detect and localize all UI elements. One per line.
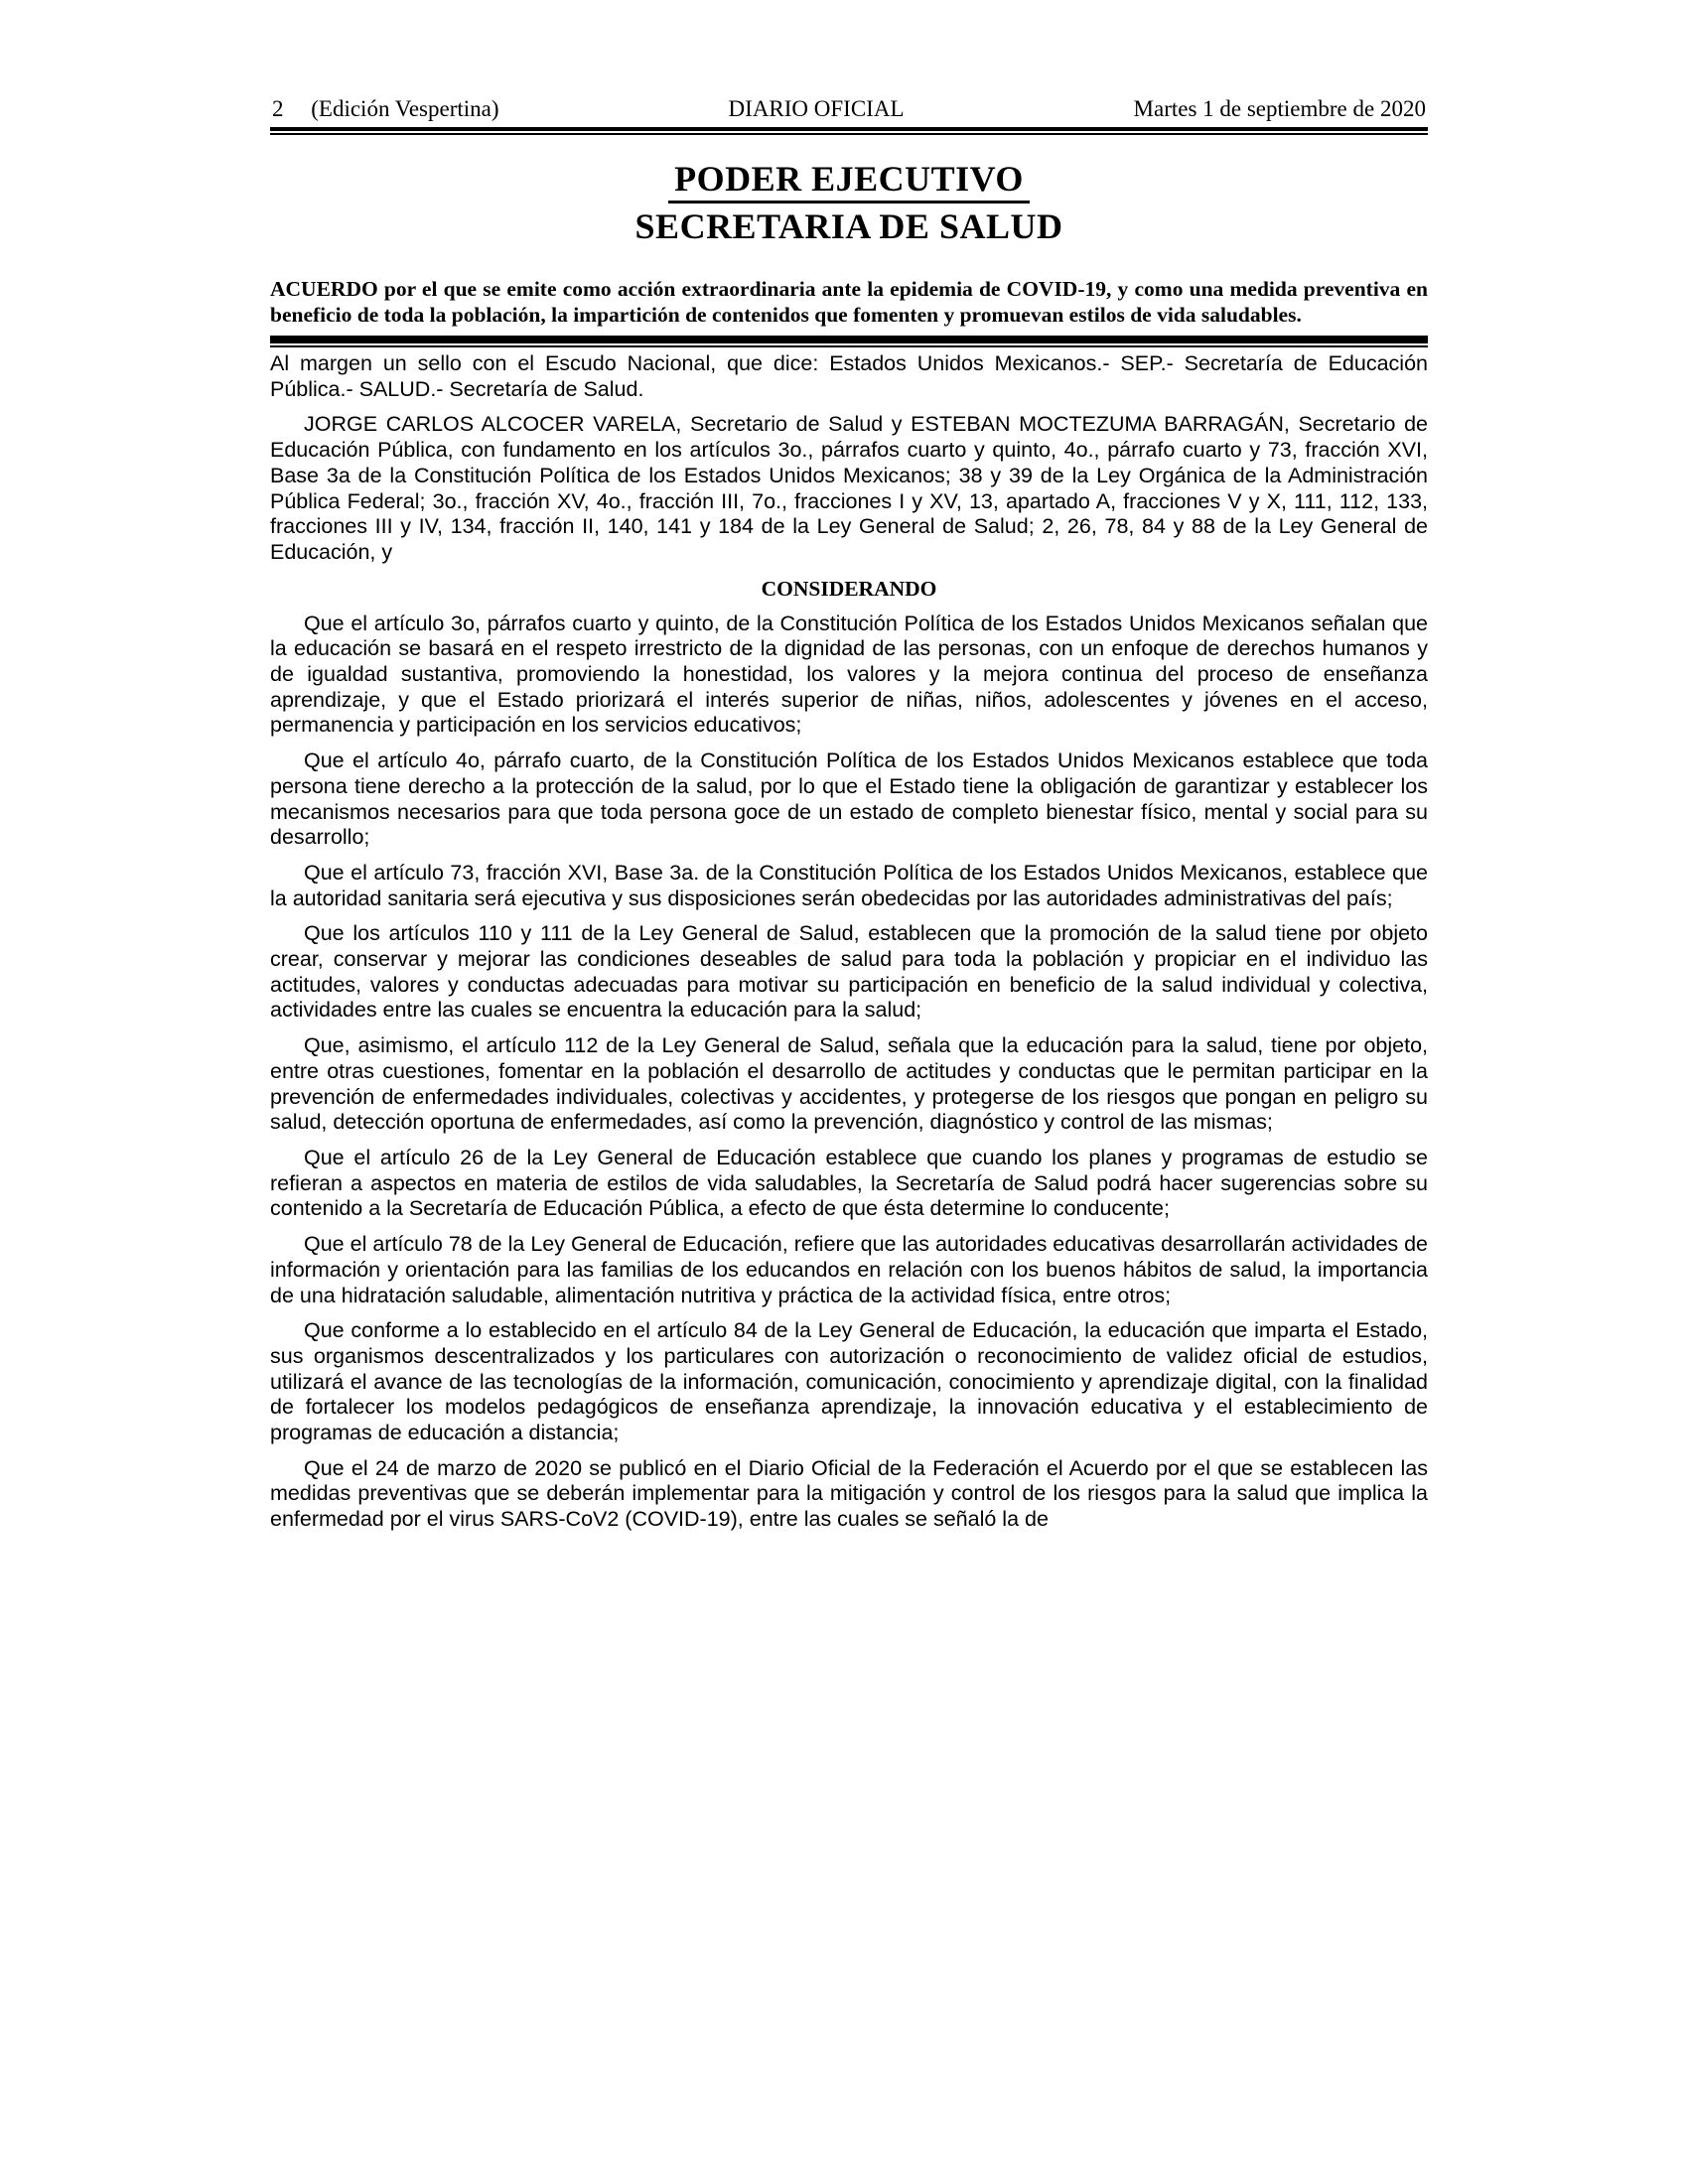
publication-date: Martes 1 de septiembre de 2020	[1133, 96, 1426, 121]
margin-note: Al margen un sello con el Escudo Nacional, que dice: Estados Unidos Mexicanos.- SEP.- Secretaría de Educación Pública.- SALUD.- Secretaría de Salud.	[270, 351, 1428, 401]
branch-title: PODER EJECUTIVO	[668, 159, 1030, 204]
document-page	[270, 95, 1428, 1543]
title-block	[270, 159, 1428, 246]
running-head	[270, 95, 1428, 123]
ministry-title: SECRETARIA DE SALUD	[634, 206, 1063, 246]
section-heading-considerando: CONSIDERANDO	[761, 576, 937, 601]
considerando-paragraph: Que el artículo 73, fracción XVI, Base 3a. de la Constitución Política de los Estados Unidos Mexicanos, establece que la autoridad sanitaria será ejecutiva y sus disposiciones serán obedecidas por las autoridades administrativas del país;	[270, 860, 1428, 910]
publication-name: DIARIO OFICIAL	[728, 96, 905, 121]
preamble-paragraph: JORGE CARLOS ALCOCER VARELA, Secretario de Salud y ESTEBAN MOCTEZUMA BARRAGÁN, Secretario de Educación Pública, con fundamento en los artículos 3o., párrafos cuarto y quinto, 4o., párrafo cuarto y 73, fracción XVI, Base 3a de la Constitución Política de los Estados Unidos Mexicanos; 38 y 39 de la Ley Orgánica de la Administración Pública Federal; 3o., fracción XV, 4o., fracción III, 7o., fracciones I y XV, 13, apartado A, fracciones V y X, 111, 112, 133, fracciones III y IV, 134, fracción II, 140, 141 y 184 de la Ley General de Salud; 2, 26, 78, 84 y 88 de la Ley General de Educación, y	[270, 412, 1428, 564]
decree-title: ACUERDO por el que se emite como acción extraordinaria ante la epidemia de COVID-19, y como una medida preventiva en beneficio de toda la población, la impartición de contenidos que fomenten y promuevan estilos de vida saludables.	[270, 277, 1428, 327]
considerando-paragraph: Que el 24 de marzo de 2020 se publicó en el Diario Oficial de la Federación el Acuerdo por el que se establecen las medidas preventivas que se deberán implementar para la mitigación y control de los riesgos para la salud que implica la enfermedad por el virus SARS-CoV2 (COVID-19), entre las cuales se señaló la de	[270, 1455, 1428, 1532]
document-body	[270, 351, 1428, 1533]
considerando-paragraph: Que, asimismo, el artículo 112 de la Ley General de Salud, señala que la educación para la salud, tiene por objeto, entre otras cuestiones, fomentar en la población el desarrollo de actitudes y conductas que le permitan participar en la prevención de enfermedades individuales, colectivas y accidentes, y protegerse de los riesgos que pongan en peligro su salud, detección oportuna de enfermedades, así como la prevención, diagnóstico y control de las mismas;	[270, 1033, 1428, 1135]
considerando-paragraph: Que el artículo 78 de la Ley General de Educación, refiere que las autoridades educativas desarrollarán actividades de información y orientación para las familias de los educandos en relación con los buenos hábitos de salud, la importancia de una hidratación saludable, alimentación nutritiva y práctica de la actividad física, entre otros;	[270, 1232, 1428, 1307]
decree-title-rule	[270, 336, 1428, 347]
considerando-paragraph: Que el artículo 3o, párrafos cuarto y quinto, de la Constitución Política de los Estados Unidos Mexicanos señalan que la educación se basará en el respeto irrestricto de la dignidad de las personas, con un enfoque de derechos humanos y de igualdad sustantiva, promoviendo la honestidad, los valores y la mejora continua del proceso de enseñanza aprendizaje, y que el Estado priorizará el interés superior de niñas, niños, adolescentes y jóvenes en el acceso, permanencia y participación en los servicios educativos;	[270, 611, 1428, 738]
header-double-rule	[270, 127, 1428, 135]
considerando-paragraph: Que el artículo 26 de la Ley General de Educación establece que cuando los planes y programas de estudio se refieran a aspectos en materia de estilos de vida saludables, la Secretaría de Salud podrá hacer sugerencias sobre su contenido a la Secretaría de Educación Pública, a efecto de que ésta determine lo conducente;	[270, 1145, 1428, 1221]
considerando-paragraph: Que los artículos 110 y 111 de la Ley General de Salud, establecen que la promoción de la salud tiene por objeto crear, conservar y mejorar las condiciones deseables de salud para toda la población y propiciar en el individuo las actitudes, valores y conductas adecuadas para motivar su participación en beneficio de la salud individual y colectiva, actividades entre las cuales se encuentra la educación para la salud;	[270, 921, 1428, 1023]
considerando-paragraph: Que conforme a lo establecido en el artículo 84 de la Ley General de Educación, la educación que imparta el Estado, sus organismos descentralizados y los particulares con autorización o reconocimiento de validez oficial de estudios, utilizará el avance de las tecnologías de la información, comunicación, conocimiento y aprendizaje digital, con la finalidad de fortalecer los modelos pedagógicos de enseñanza aprendizaje, la innovación educativa y el establecimiento de programas de educación a distancia;	[270, 1318, 1428, 1445]
page-number: 2	[272, 96, 284, 121]
edition-label: (Edición Vespertina)	[311, 96, 499, 121]
considerando-paragraph: Que el artículo 4o, párrafo cuarto, de la Constitución Política de los Estados Unidos Mexicanos establece que toda persona tiene derecho a la protección de la salud, por lo que el Estado tiene la obligación de garantizar y establecer los mecanismos necesarios para que toda persona goce de un estado de completo bienestar físico, mental y social para su desarrollo;	[270, 749, 1428, 850]
running-head-left	[272, 95, 499, 123]
